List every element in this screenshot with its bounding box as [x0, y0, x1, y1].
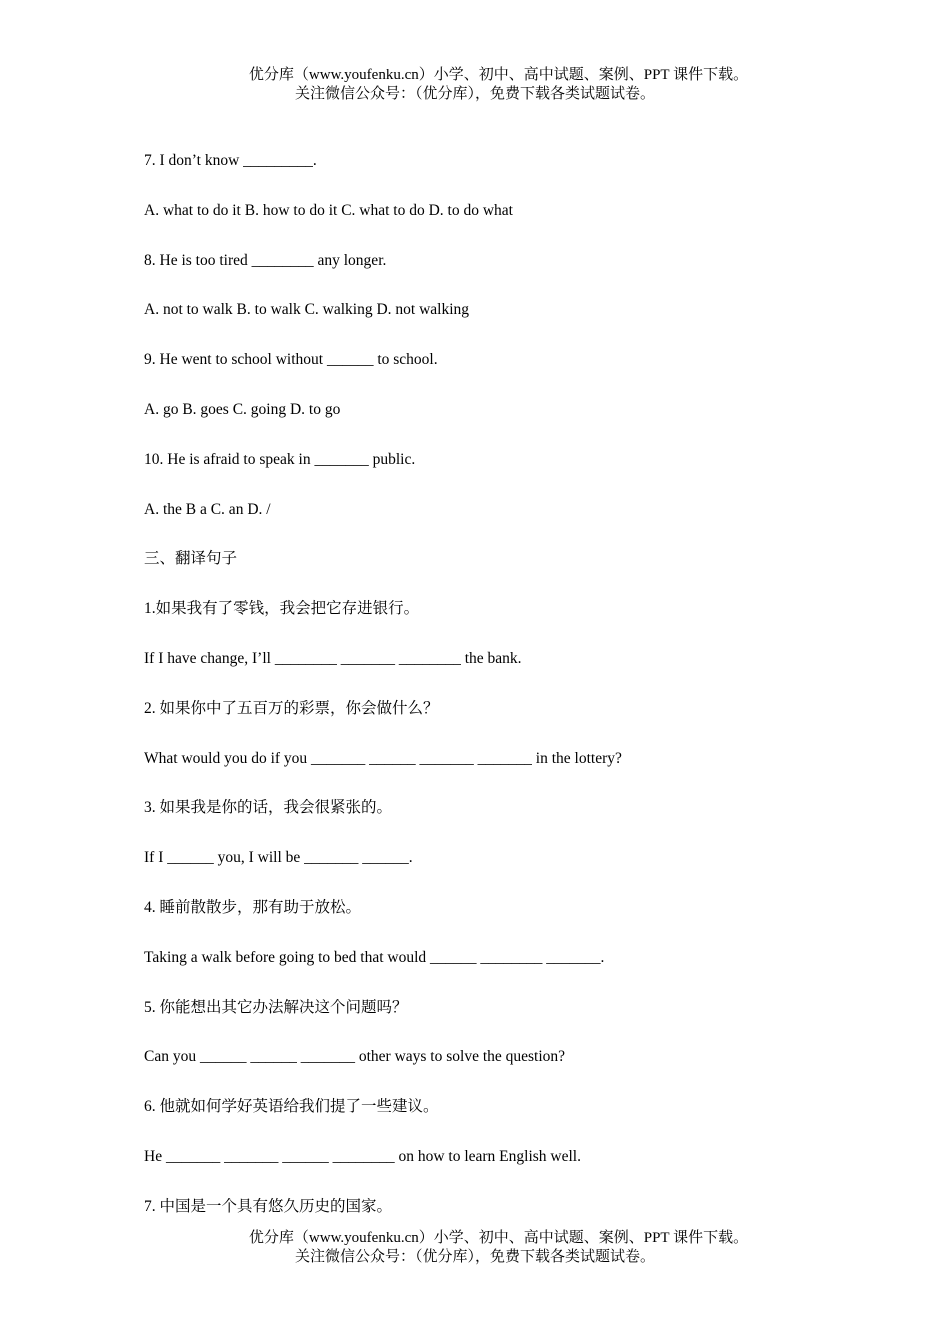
translation-2-english: What would you do if you _______ ______ _______ _______ in the lottery? [144, 749, 622, 767]
translation-1-chinese: 1.如果我有了零钱，我会把它存进银行。 [144, 600, 420, 618]
translation-3-chinese: 3. 如果我是你的话，我会很紧张的。 [144, 799, 393, 817]
translation-7-chinese: 7. 中国是一个具有悠久历史的国家。 [144, 1197, 393, 1215]
question-10: 10. He is afraid to speak in _______ public. [144, 450, 416, 468]
translation-6-chinese: 6. 他就如何学好英语给我们提了一些建议。 [144, 1098, 439, 1116]
translation-2-chinese: 2. 如果你中了五百万的彩票，你会做什么？ [144, 699, 439, 717]
header-line-2: 关注微信公众号：（优分库），免费下载各类试题试卷。 [294, 86, 655, 102]
page-header [0, 66, 950, 104]
question-10-options: A. the B a C. an D. / [144, 500, 271, 518]
footer-line-2: 关注微信公众号：（优分库），免费下载各类试题试卷。 [294, 1249, 655, 1265]
question-9-options: A. go B. goes C. going D. to go [144, 400, 341, 418]
translation-6-english: He _______ _______ ______ ________ on how to learn English well. [144, 1147, 581, 1165]
question-7: 7. I don’t know _________. [144, 152, 317, 169]
page-footer [0, 1229, 950, 1267]
question-8: 8. He is too tired ________ any longer. [144, 251, 387, 269]
translation-5-english: Can you ______ ______ _______ other ways to solve the question? [144, 1048, 566, 1066]
header-line-1: 优分库（www.youfenku.cn）小学、初中、高中试题、案例、PPT 课件下载。 [248, 67, 749, 83]
translation-3-english: If I ______ you, I will be _______ ______. [144, 849, 413, 867]
document-body [144, 150, 844, 1246]
question-8-options: A. not to walk B. to walk C. walking D. not walking [144, 301, 470, 319]
translation-5-chinese: 5. 你能想出其它办法解决这个问题吗？ [144, 998, 408, 1016]
translation-1-english: If I have change, I’ll ________ _______ ________ the bank. [144, 649, 522, 667]
section-heading: 三、翻译句子 [144, 550, 238, 568]
question-7-options: A. what to do it B. how to do it C. what to do D. to do what [144, 201, 513, 219]
translation-4-english: Taking a walk before going to bed that would ______ ________ _______. [144, 948, 605, 966]
footer-line-1: 优分库（www.youfenku.cn）小学、初中、高中试题、案例、PPT 课件下载。 [248, 1230, 749, 1246]
question-9: 9. He went to school without ______ to school. [144, 351, 438, 369]
translation-4-chinese: 4. 睡前散散步，那有助于放松。 [144, 898, 362, 916]
